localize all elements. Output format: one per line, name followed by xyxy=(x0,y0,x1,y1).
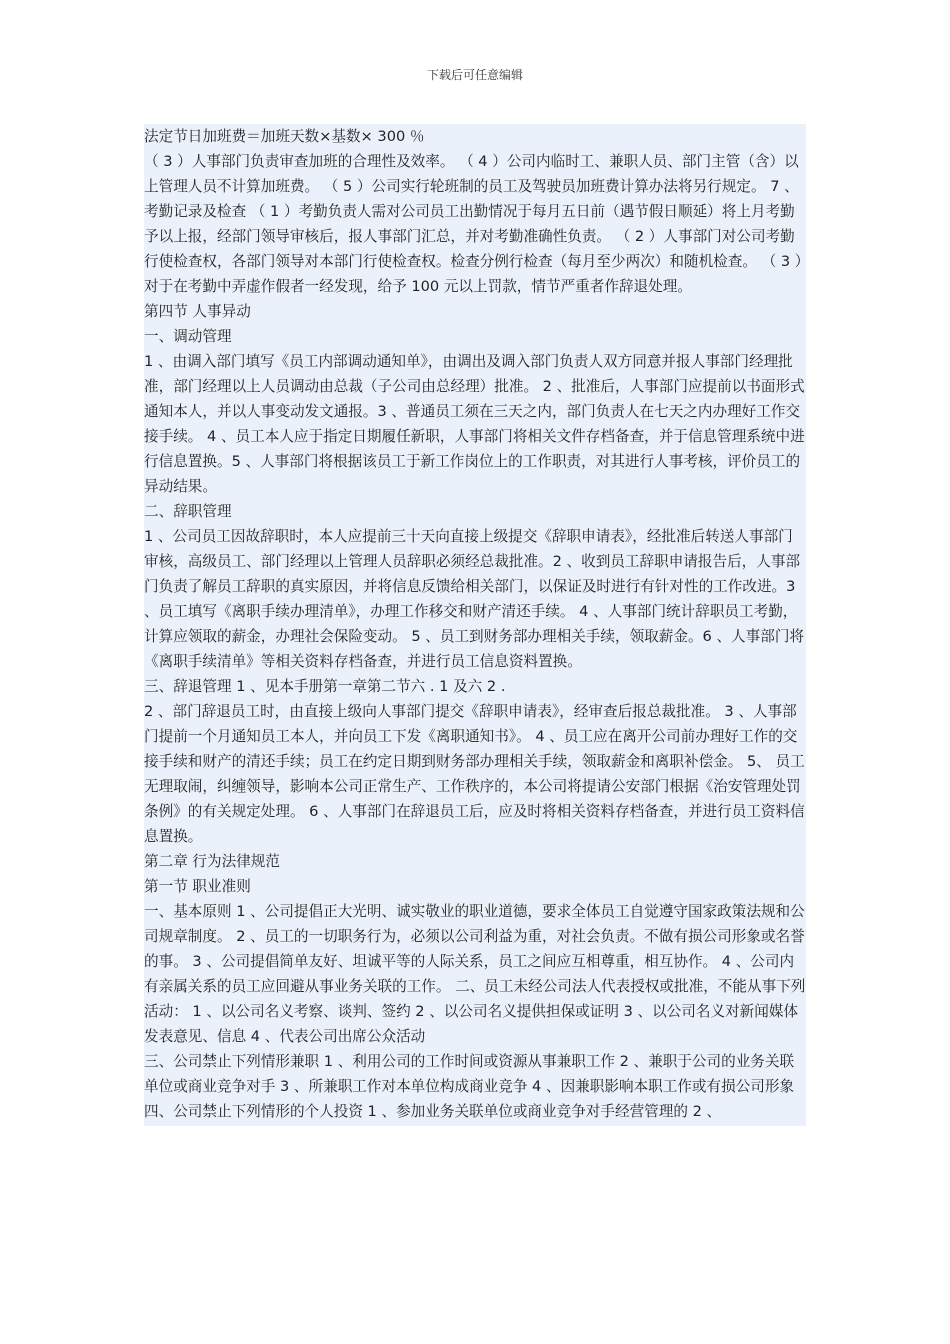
section-heading-personnel-change: 第四节 人事异动 xyxy=(144,303,251,320)
attendance-rules-paragraph: （ 3 ）人事部门负责审查加班的合理性及效率。 （ 4 ）公司内临时工、兼职人员、部门主管（含）以上管理人员不计算加班费。 （ 5 ）公司实行轮班制的员工及驾驶员加班费计算办法将另行规定。 7 、考勤记录及检查 （ 1 ）考勤负责人需对公司员工出勤情况于每月五日前（遇节假日顺延）将上月考勤予以上报，经部门领导审核后，报人事部门汇总，并对考勤准确性负责。 （ 2 ）人事部门对公司考勤行使检查权，各部门领导对本部门行使检查权。检查分例行检查（每月至少两次）和随机检查。 （ 3 ）对于在考勤中弄虚作假者一经发现，给予 100 元以上罚款，情节严重者作辞退处理。 xyxy=(144,153,803,295)
part-time-prohibition-paragraph: 三、公司禁止下列情形兼职 1 、利用公司的工作时间或资源从事兼职工作 2 、兼职于公司的业务关联单位或商业竞争对手 3 、所兼职工作对本单位构成商业竞争 4 、因兼职影响本职工作或有损公司形象 xyxy=(144,1053,795,1095)
transfer-management-paragraph: 1 、由调入部门填写《员工内部调动通知单》，由调出及调入部门负责人双方同意并报人事部门经理批准，部门经理以上人员调动由总裁（子公司由总经理）批准。 2 、批准后，人事部门应提前以书面形式通知本人，并以人事变动发文通报。3 、普通员工须在三天之内，部门负责人在七天之内办理好工作交接手续。 4 、员工本人应于指定日期履任新职，人事部门将相关文件存档备查，并于信息管理系统中进行信息置换。5 、人事部门将根据该员工于新工作岗位上的工作职责，对其进行人事考核，评价员工的异动结果。 xyxy=(144,353,805,495)
document-body xyxy=(144,124,806,1126)
overtime-formula-line: 法定节日加班费＝加班天数×基数× 300 ％ xyxy=(144,128,425,145)
investment-prohibition-paragraph: 四、公司禁止下列情形的个人投资 1 、参加业务关联单位或商业竞争对手经营管理的 2 、 xyxy=(144,1103,722,1120)
subheading-resignation-management: 二、辞职管理 xyxy=(144,503,232,520)
dismissal-management-paragraph: 2 、部门辞退员工时，由直接上级向人事部门提交《辞职申请表》，经审查后报总裁批准。 3 、人事部门提前一个月通知员工本人，并向员工下发《离职通知书》。 4 、员工应在离开公司前办理好工作的交接手续和财产的清还手续；员工在约定日期到财务部办理相关手续，领取薪金和离职补偿金。 5、 员工无理取闹，纠缠领导，影响本公司正常生产、工作秩序的，本公司将提请公安部门根据《治安管理处罚条例》的有关规定处理。 6 、人事部门在辞退员工后，应及时将相关资料存档备查，并进行员工资料信息置换。 xyxy=(144,703,805,845)
chapter-heading-conduct: 第二章 行为法律规范 xyxy=(144,853,280,870)
section-heading-professional-code: 第一节 职业准则 xyxy=(144,878,251,895)
page-header: 下载后可任意编辑 xyxy=(426,68,523,82)
basic-principles-paragraph: 一、基本原则 1 、公司提倡正大光明、诚实敬业的职业道德，要求全体员工自觉遵守国家政策法规和公司规章制度。 2 、员工的一切职务行为，必须以公司利益为重，对社会负责。不做有损公司形象或名誉的事。 3 、公司提倡简单友好、坦诚平等的人际关系，员工之间应互相尊重，相互协作。 4 、公司内有亲属关系的员工应回避从事业务关联的工作。 二、员工未经公司法人代表授权或批准，不能从事下列活动： 1 、以公司名义考察、谈判、签约 2 、以公司名义提供担保或证明 3 、以公司名义对新闻媒体发表意见、信息 4 、代表公司出席公众活动 xyxy=(144,903,806,1045)
resignation-management-paragraph: 1 、公司员工因故辞职时，本人应提前三十天向直接上级提交《辞职申请表》，经批准后转送人事部门审核，高级员工、部门经理以上管理人员辞职必须经总裁批准。2 、收到员工辞职申请报告后，人事部门负责了解员工辞职的真实原因，并将信息反馈给相关部门，以保证及时进行有针对性的工作改进。3 、员工填写《离职手续办理清单》，办理工作移交和财产清还手续。 4 、人事部门统计辞职员工考勤，计算应领取的薪金，办理社会保险变动。 5 、员工到财务部办理相关手续，领取薪金。6 、人事部门将《离职手续清单》等相关资料存档备查，并进行员工信息资料置换。 xyxy=(144,528,805,670)
dismissal-management-line: 三、辞退管理 1 、见本手册第一章第二节六 . 1 及六 2 . xyxy=(144,678,506,695)
subheading-transfer-management: 一、调动管理 xyxy=(144,328,232,345)
